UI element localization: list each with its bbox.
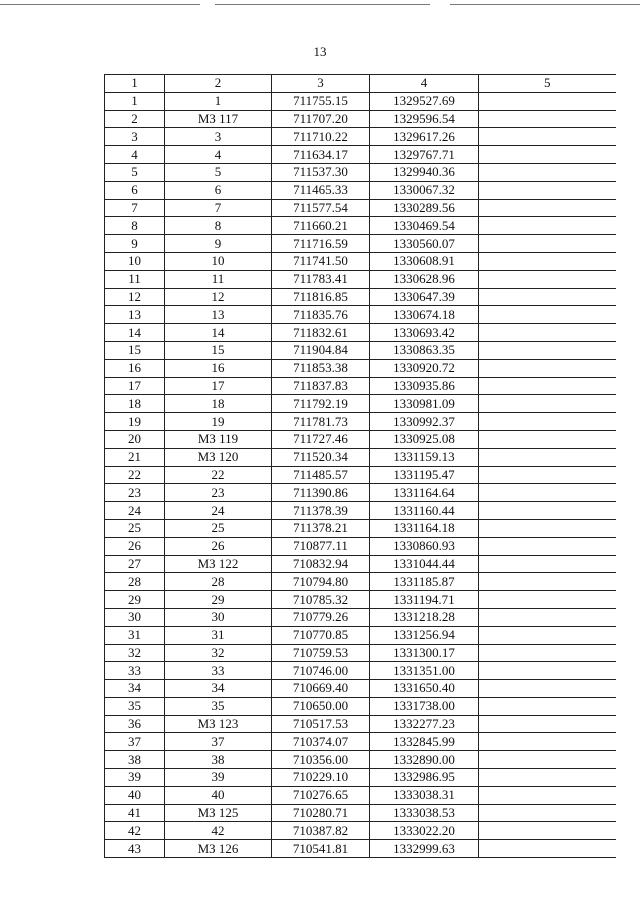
table-cell-col-4: 1332277.23 (370, 715, 479, 733)
table-cell-col-1: 38 (105, 751, 165, 769)
table-cell-col-5 (479, 591, 616, 609)
table-cell-col-4: 1331044.44 (370, 555, 479, 573)
table-cell-col-2: 38 (165, 751, 272, 769)
table-cell-col-1: 41 (105, 804, 165, 822)
table-cell-col-5 (479, 199, 616, 217)
table-cell-col-2: 15 (165, 341, 272, 359)
table-row (105, 626, 616, 644)
top-rule-right (450, 4, 640, 5)
table-row (105, 769, 616, 787)
table-cell-col-2: 25 (165, 519, 272, 537)
header-cell-4: 4 (370, 75, 479, 93)
table-cell-col-3: 711378.39 (272, 502, 370, 520)
table-cell-col-3: 711783.41 (272, 270, 370, 288)
table-cell-col-5 (479, 146, 616, 164)
table-cell-col-1: 6 (105, 181, 165, 199)
table-cell-col-3: 710374.07 (272, 733, 370, 751)
table-cell-col-4: 1330560.07 (370, 235, 479, 253)
table-cell-col-1: 7 (105, 199, 165, 217)
table-row (105, 680, 616, 698)
table-cell-col-2: 6 (165, 181, 272, 199)
table-cell-col-2: 39 (165, 769, 272, 787)
table-cell-col-3: 711741.50 (272, 252, 370, 270)
table-row (105, 181, 616, 199)
table-cell-col-5 (479, 217, 616, 235)
table-cell-col-3: 711832.61 (272, 324, 370, 342)
table-cell-col-5 (479, 128, 616, 146)
table-cell-col-2: 34 (165, 680, 272, 698)
table-row (105, 306, 616, 324)
table-cell-col-2: 23 (165, 484, 272, 502)
table-cell-col-5 (479, 519, 616, 537)
header-cell-3: 3 (272, 75, 370, 93)
table-cell-col-1: 37 (105, 733, 165, 751)
table-row (105, 324, 616, 342)
table-cell-col-5 (479, 680, 616, 698)
table-cell-col-3: 711716.59 (272, 235, 370, 253)
table-cell-col-4: 1331738.00 (370, 697, 479, 715)
table-cell-col-1: 36 (105, 715, 165, 733)
top-rule-middle (215, 4, 430, 5)
table-cell-col-2: 30 (165, 608, 272, 626)
table-cell-col-1: 2 (105, 110, 165, 128)
table-cell-col-4: 1332999.63 (370, 840, 479, 858)
table-cell-col-5 (479, 395, 616, 413)
table-row (105, 430, 616, 448)
table-row (105, 537, 616, 555)
table-cell-col-4: 1330925.08 (370, 430, 479, 448)
table-cell-col-1: 11 (105, 270, 165, 288)
table-row (105, 573, 616, 591)
table-cell-col-2: 42 (165, 822, 272, 840)
table-cell-col-4: 1333038.31 (370, 786, 479, 804)
table-cell-col-3: 711378.21 (272, 519, 370, 537)
table-cell-col-4: 1331650.40 (370, 680, 479, 698)
table-cell-col-1: 8 (105, 217, 165, 235)
table-cell-col-5 (479, 430, 616, 448)
table-cell-col-5 (479, 502, 616, 520)
table-cell-col-4: 1329617.26 (370, 128, 479, 146)
table-cell-col-5 (479, 644, 616, 662)
table-cell-col-3: 710387.82 (272, 822, 370, 840)
table-cell-col-1: 34 (105, 680, 165, 698)
table-cell-col-3: 710759.53 (272, 644, 370, 662)
table-cell-col-5 (479, 181, 616, 199)
table-cell-col-5 (479, 751, 616, 769)
table-cell-col-3: 710770.85 (272, 626, 370, 644)
table-cell-col-4: 1332845.99 (370, 733, 479, 751)
table-cell-col-4: 1333022.20 (370, 822, 479, 840)
table-cell-col-1: 18 (105, 395, 165, 413)
table-cell-col-1: 42 (105, 822, 165, 840)
table-cell-col-2: 7 (165, 199, 272, 217)
table-cell-col-1: 14 (105, 324, 165, 342)
table-row (105, 840, 616, 858)
table-cell-col-2: 4 (165, 146, 272, 164)
table-cell-col-4: 1330981.09 (370, 395, 479, 413)
table-cell-col-2: 11 (165, 270, 272, 288)
table-cell-col-2: 17 (165, 377, 272, 395)
table-cell-col-3: 711660.21 (272, 217, 370, 235)
table-cell-col-2: 40 (165, 786, 272, 804)
table-cell-col-2: 10 (165, 252, 272, 270)
table-cell-col-4: 1330863.35 (370, 341, 479, 359)
table-cell-col-4: 1330067.32 (370, 181, 479, 199)
table-cell-col-2: МЗ 119 (165, 430, 272, 448)
table-row (105, 359, 616, 377)
table-cell-col-1: 40 (105, 786, 165, 804)
table-cell-col-4: 1330608.91 (370, 252, 479, 270)
table-cell-col-4: 1331160.44 (370, 502, 479, 520)
table-cell-col-3: 710276.65 (272, 786, 370, 804)
table-row (105, 466, 616, 484)
table-row (105, 822, 616, 840)
table-cell-col-1: 30 (105, 608, 165, 626)
table-cell-col-3: 710779.26 (272, 608, 370, 626)
table-row (105, 128, 616, 146)
table-cell-col-2: 31 (165, 626, 272, 644)
table-row (105, 146, 616, 164)
table-cell-col-2: 33 (165, 662, 272, 680)
table-row (105, 555, 616, 573)
table-cell-col-3: 711634.17 (272, 146, 370, 164)
table-cell-col-1: 15 (105, 341, 165, 359)
coordinates-table (104, 74, 616, 858)
table-cell-col-1: 5 (105, 163, 165, 181)
table-cell-col-1: 24 (105, 502, 165, 520)
table-cell-col-4: 1330920.72 (370, 359, 479, 377)
table-cell-col-3: 711390.86 (272, 484, 370, 502)
table-row (105, 92, 616, 110)
table-cell-col-1: 10 (105, 252, 165, 270)
table-cell-col-4: 1330628.96 (370, 270, 479, 288)
table-cell-col-3: 710877.11 (272, 537, 370, 555)
table-cell-col-4: 1331351.00 (370, 662, 479, 680)
table-cell-col-2: 29 (165, 591, 272, 609)
table-cell-col-4: 1333038.53 (370, 804, 479, 822)
table-cell-col-1: 33 (105, 662, 165, 680)
table-cell-col-3: 710832.94 (272, 555, 370, 573)
table-cell-col-3: 711904.84 (272, 341, 370, 359)
table-row (105, 377, 616, 395)
table-cell-col-4: 1329527.69 (370, 92, 479, 110)
table-cell-col-4: 1331218.28 (370, 608, 479, 626)
table-cell-col-5 (479, 608, 616, 626)
table-cell-col-5 (479, 288, 616, 306)
table-cell-col-3: 710794.80 (272, 573, 370, 591)
table-cell-col-1: 19 (105, 413, 165, 431)
table-cell-col-4: 1331159.13 (370, 448, 479, 466)
table-cell-col-2: 35 (165, 697, 272, 715)
table-cell-col-5 (479, 786, 616, 804)
table-cell-col-5 (479, 466, 616, 484)
table-row (105, 413, 616, 431)
table-row (105, 235, 616, 253)
table-cell-col-2: 1 (165, 92, 272, 110)
table-cell-col-3: 710669.40 (272, 680, 370, 698)
table-row (105, 644, 616, 662)
table-row (105, 395, 616, 413)
table-cell-col-2: 9 (165, 235, 272, 253)
table-cell-col-2: МЗ 120 (165, 448, 272, 466)
table-cell-col-5 (479, 270, 616, 288)
table-cell-col-4: 1330860.93 (370, 537, 479, 555)
table-cell-col-5 (479, 341, 616, 359)
table-cell-col-1: 23 (105, 484, 165, 502)
table-cell-col-3: 711485.57 (272, 466, 370, 484)
table-cell-col-2: 19 (165, 413, 272, 431)
table-row (105, 217, 616, 235)
table-cell-col-5 (479, 110, 616, 128)
table-cell-col-5 (479, 484, 616, 502)
table-row (105, 163, 616, 181)
table-row (105, 502, 616, 520)
table-cell-col-5 (479, 163, 616, 181)
table-row (105, 110, 616, 128)
table-cell-col-5 (479, 697, 616, 715)
table-cell-col-4: 1332986.95 (370, 769, 479, 787)
table-cell-col-3: 711520.34 (272, 448, 370, 466)
table-row (105, 288, 616, 306)
table-cell-col-2: МЗ 126 (165, 840, 272, 858)
table-cell-col-4: 1330992.37 (370, 413, 479, 431)
table-cell-col-2: 37 (165, 733, 272, 751)
table-cell-col-3: 711792.19 (272, 395, 370, 413)
table-cell-col-4: 1331164.18 (370, 519, 479, 537)
table-cell-col-2: 16 (165, 359, 272, 377)
table-cell-col-2: 13 (165, 306, 272, 324)
table-cell-col-5 (479, 413, 616, 431)
table-cell-col-3: 710229.10 (272, 769, 370, 787)
table-cell-col-4: 1331185.87 (370, 573, 479, 591)
top-rule-left (0, 4, 200, 5)
table-cell-col-4: 1329596.54 (370, 110, 479, 128)
table-cell-col-1: 39 (105, 769, 165, 787)
table-row (105, 715, 616, 733)
table-row (105, 591, 616, 609)
table-cell-col-5 (479, 715, 616, 733)
table-row (105, 786, 616, 804)
table-cell-col-3: 710280.71 (272, 804, 370, 822)
table-cell-col-4: 1330469.54 (370, 217, 479, 235)
table-cell-col-2: МЗ 117 (165, 110, 272, 128)
header-cell-1: 1 (105, 75, 165, 93)
table-cell-col-2: 26 (165, 537, 272, 555)
table-cell-col-2: 3 (165, 128, 272, 146)
table-cell-col-5 (479, 573, 616, 591)
table-cell-col-4: 1331194.71 (370, 591, 479, 609)
table-cell-col-2: 22 (165, 466, 272, 484)
table-cell-col-5 (479, 733, 616, 751)
table-cell-col-3: 711781.73 (272, 413, 370, 431)
table-cell-col-1: 16 (105, 359, 165, 377)
table-row (105, 751, 616, 769)
table-cell-col-1: 20 (105, 430, 165, 448)
table-cell-col-3: 710785.32 (272, 591, 370, 609)
table-cell-col-5 (479, 537, 616, 555)
table-cell-col-3: 710650.00 (272, 697, 370, 715)
table-row (105, 448, 616, 466)
table-cell-col-4: 1331195.47 (370, 466, 479, 484)
table-cell-col-4: 1331164.64 (370, 484, 479, 502)
table-cell-col-3: 711835.76 (272, 306, 370, 324)
header-cell-2: 2 (165, 75, 272, 93)
table-row (105, 608, 616, 626)
table-cell-col-1: 22 (105, 466, 165, 484)
table-cell-col-3: 711710.22 (272, 128, 370, 146)
table-cell-col-2: МЗ 123 (165, 715, 272, 733)
table-cell-col-2: МЗ 122 (165, 555, 272, 573)
table-cell-col-1: 27 (105, 555, 165, 573)
table-cell-col-1: 3 (105, 128, 165, 146)
table-row (105, 662, 616, 680)
table-cell-col-5 (479, 662, 616, 680)
table-cell-col-4: 1330935.86 (370, 377, 479, 395)
table-cell-col-3: 711577.54 (272, 199, 370, 217)
table-body (105, 75, 616, 858)
table-cell-col-1: 17 (105, 377, 165, 395)
table-cell-col-5 (479, 840, 616, 858)
table-cell-col-3: 711707.20 (272, 110, 370, 128)
header-cell-5: 5 (479, 75, 616, 93)
table-cell-col-1: 29 (105, 591, 165, 609)
table-cell-col-1: 4 (105, 146, 165, 164)
table-cell-col-1: 25 (105, 519, 165, 537)
table-cell-col-3: 710517.53 (272, 715, 370, 733)
table-cell-col-5 (479, 769, 616, 787)
table-cell-col-1: 32 (105, 644, 165, 662)
table-cell-col-2: 28 (165, 573, 272, 591)
table-cell-col-5 (479, 92, 616, 110)
table-cell-col-3: 711853.38 (272, 359, 370, 377)
table-cell-col-5 (479, 626, 616, 644)
table-cell-col-5 (479, 555, 616, 573)
table-cell-col-2: 12 (165, 288, 272, 306)
table-cell-col-1: 28 (105, 573, 165, 591)
table-cell-col-4: 1330693.42 (370, 324, 479, 342)
table-cell-col-3: 711837.83 (272, 377, 370, 395)
table-cell-col-4: 1331300.17 (370, 644, 479, 662)
table-cell-col-3: 711465.33 (272, 181, 370, 199)
table-cell-col-3: 711727.46 (272, 430, 370, 448)
table-cell-col-2: 14 (165, 324, 272, 342)
table-cell-col-5 (479, 252, 616, 270)
table-cell-col-4: 1332890.00 (370, 751, 479, 769)
table-cell-col-5 (479, 822, 616, 840)
table-cell-col-2: 18 (165, 395, 272, 413)
table-row (105, 484, 616, 502)
table-cell-col-3: 710541.81 (272, 840, 370, 858)
table-row (105, 199, 616, 217)
table-cell-col-1: 31 (105, 626, 165, 644)
table-cell-col-5 (479, 306, 616, 324)
table-cell-col-5 (479, 804, 616, 822)
table-row (105, 697, 616, 715)
table-cell-col-5 (479, 235, 616, 253)
table-cell-col-5 (479, 448, 616, 466)
table-cell-col-4: 1330289.56 (370, 199, 479, 217)
table-cell-col-2: 5 (165, 163, 272, 181)
table-cell-col-5 (479, 324, 616, 342)
table-cell-col-1: 12 (105, 288, 165, 306)
table-row (105, 804, 616, 822)
table-cell-col-3: 711537.30 (272, 163, 370, 181)
table-cell-col-3: 710746.00 (272, 662, 370, 680)
table-cell-col-2: 8 (165, 217, 272, 235)
table-cell-col-4: 1329767.71 (370, 146, 479, 164)
table-cell-col-4: 1330674.18 (370, 306, 479, 324)
table-cell-col-4: 1330647.39 (370, 288, 479, 306)
table-cell-col-4: 1329940.36 (370, 163, 479, 181)
table-row (105, 252, 616, 270)
table-row (105, 270, 616, 288)
table-cell-col-1: 43 (105, 840, 165, 858)
table-cell-col-5 (479, 377, 616, 395)
table-cell-col-1: 9 (105, 235, 165, 253)
table-cell-col-1: 26 (105, 537, 165, 555)
table-cell-col-2: МЗ 125 (165, 804, 272, 822)
table-cell-col-2: 32 (165, 644, 272, 662)
table-cell-col-1: 13 (105, 306, 165, 324)
table-cell-col-4: 1331256.94 (370, 626, 479, 644)
table-cell-col-5 (479, 359, 616, 377)
table-cell-col-1: 21 (105, 448, 165, 466)
table-cell-col-2: 24 (165, 502, 272, 520)
table-row (105, 519, 616, 537)
header-row (105, 75, 616, 93)
table-row (105, 733, 616, 751)
table-cell-col-3: 711755.15 (272, 92, 370, 110)
table-cell-col-3: 710356.00 (272, 751, 370, 769)
table-cell-col-1: 1 (105, 92, 165, 110)
table-cell-col-3: 711816.85 (272, 288, 370, 306)
table-cell-col-1: 35 (105, 697, 165, 715)
table-row (105, 341, 616, 359)
page-number: 13 (313, 44, 327, 59)
